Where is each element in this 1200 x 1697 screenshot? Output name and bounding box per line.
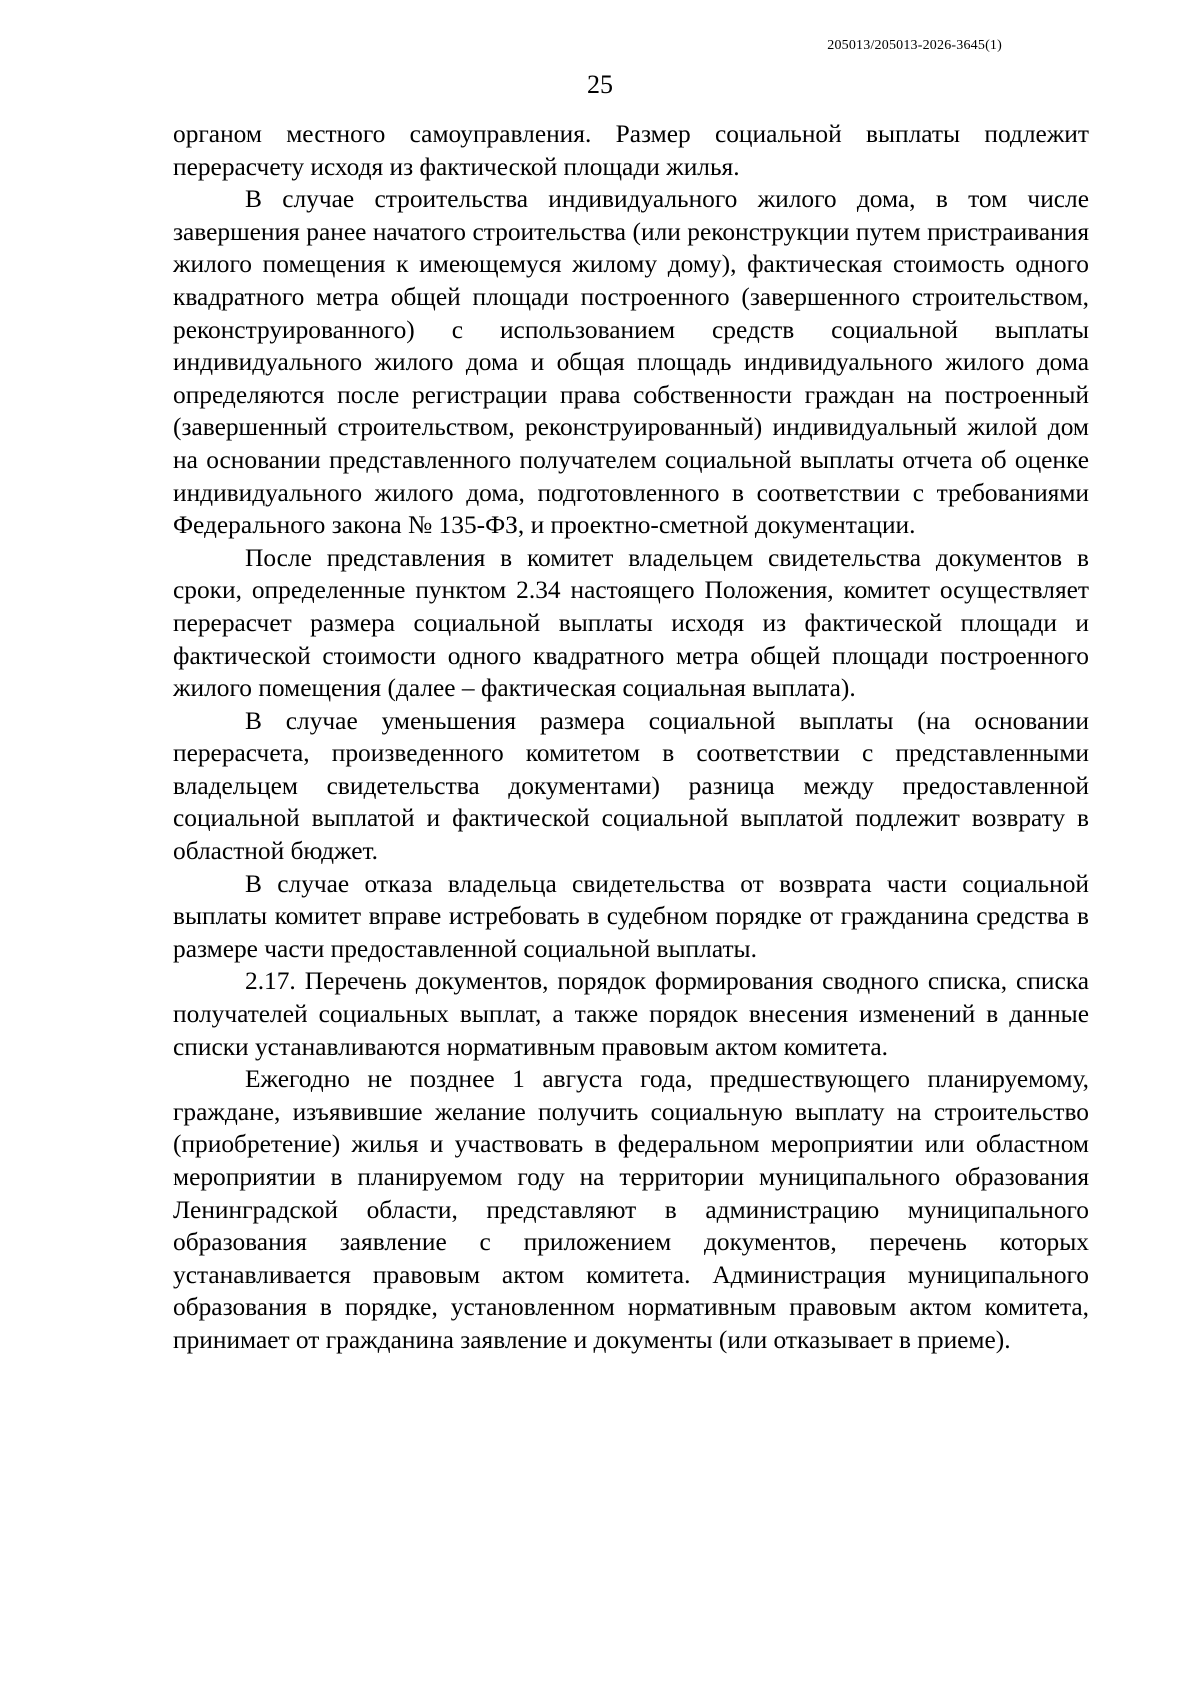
paragraph-continuation: органом местного самоуправления. Размер социальной выплаты подлежит перерасчету исходя из фактической площади жилья. [173, 120, 1089, 181]
paragraph-2-17: 2.17. Перечень документов, порядок формирования сводного списка, списка получателей социальных выплат, а также порядок внесения изменений в данные списки устанавливаются нормативным правовым актом комитета. [173, 967, 1089, 1061]
page-number: 25 [587, 70, 613, 99]
paragraph-individual-house: В случае строительства индивидуального жилого дома, в том числе завершения ранее начатого строительства (или реконструкции путем пристраивания жилого помещения к имеющемуся жилому дому), фактическая стоимость одного квадратного метра общей площади построенного (завершенного строительством, реконструированного) с использованием средств социальной выплаты индивидуального жилого дома и общая площадь индивидуального жилого дома определяются после регистрации права собственности граждан на построенный (завершенный строительством, реконструированный) индивидуальный жилой дом на основании представленного получателем социальной выплаты отчета об оценке индивидуального жилого дома, подготовленного в соответствии с требованиями Федерального закона № 135-ФЗ, и проектно-сметной документации. [173, 185, 1089, 540]
paragraph-refusal: В случае отказа владельца свидетельства от возврата части социальной выплаты комитет вправе истребовать в судебном порядке от гражданина средства в размере части предоставленной социальной выплаты. [173, 869, 1089, 963]
paragraph-recalculation: После представления в комитет владельцем свидетельства документов в сроки, определенные пунктом 2.34 настоящего Положения, комитет осуществляет перерасчет размера социальной выплаты исходя из фактической площади и фактической стоимости одного квадратного метра общей площади построенного жилого помещения (далее – фактическая социальная выплата). [173, 543, 1089, 703]
paragraph-annual-deadline: Ежегодно не позднее 1 августа года, предшествующего планируемому, граждане, изъявившие желание получить социальную выплату на строительство (приобретение) жилья и участвовать в федеральном мероприятии или областном мероприятии в планируемом году на территории муниципального образования Ленинградской области, представляют в администрацию муниципального образования заявление с приложением документов, перечень которых устанавливается правовым актом комитета. Администрация муниципального образования в порядке, установленном нормативным правовым актом комитета, принимает от гражданина заявление и документы (или отказывает в приеме). [173, 1065, 1089, 1354]
document-registration-number: 205013/205013-2026-3645(1) [827, 38, 1002, 53]
document-body [173, 118, 1089, 1357]
paragraph-reduction: В случае уменьшения размера социальной выплаты (на основании перерасчета, произведенного комитетом в соответствии с представленными владельцем свидетельства документами) разница между предоставленной социальной выплатой и фактической социальной выплатой подлежит возврату в областной бюджет. [173, 706, 1089, 866]
